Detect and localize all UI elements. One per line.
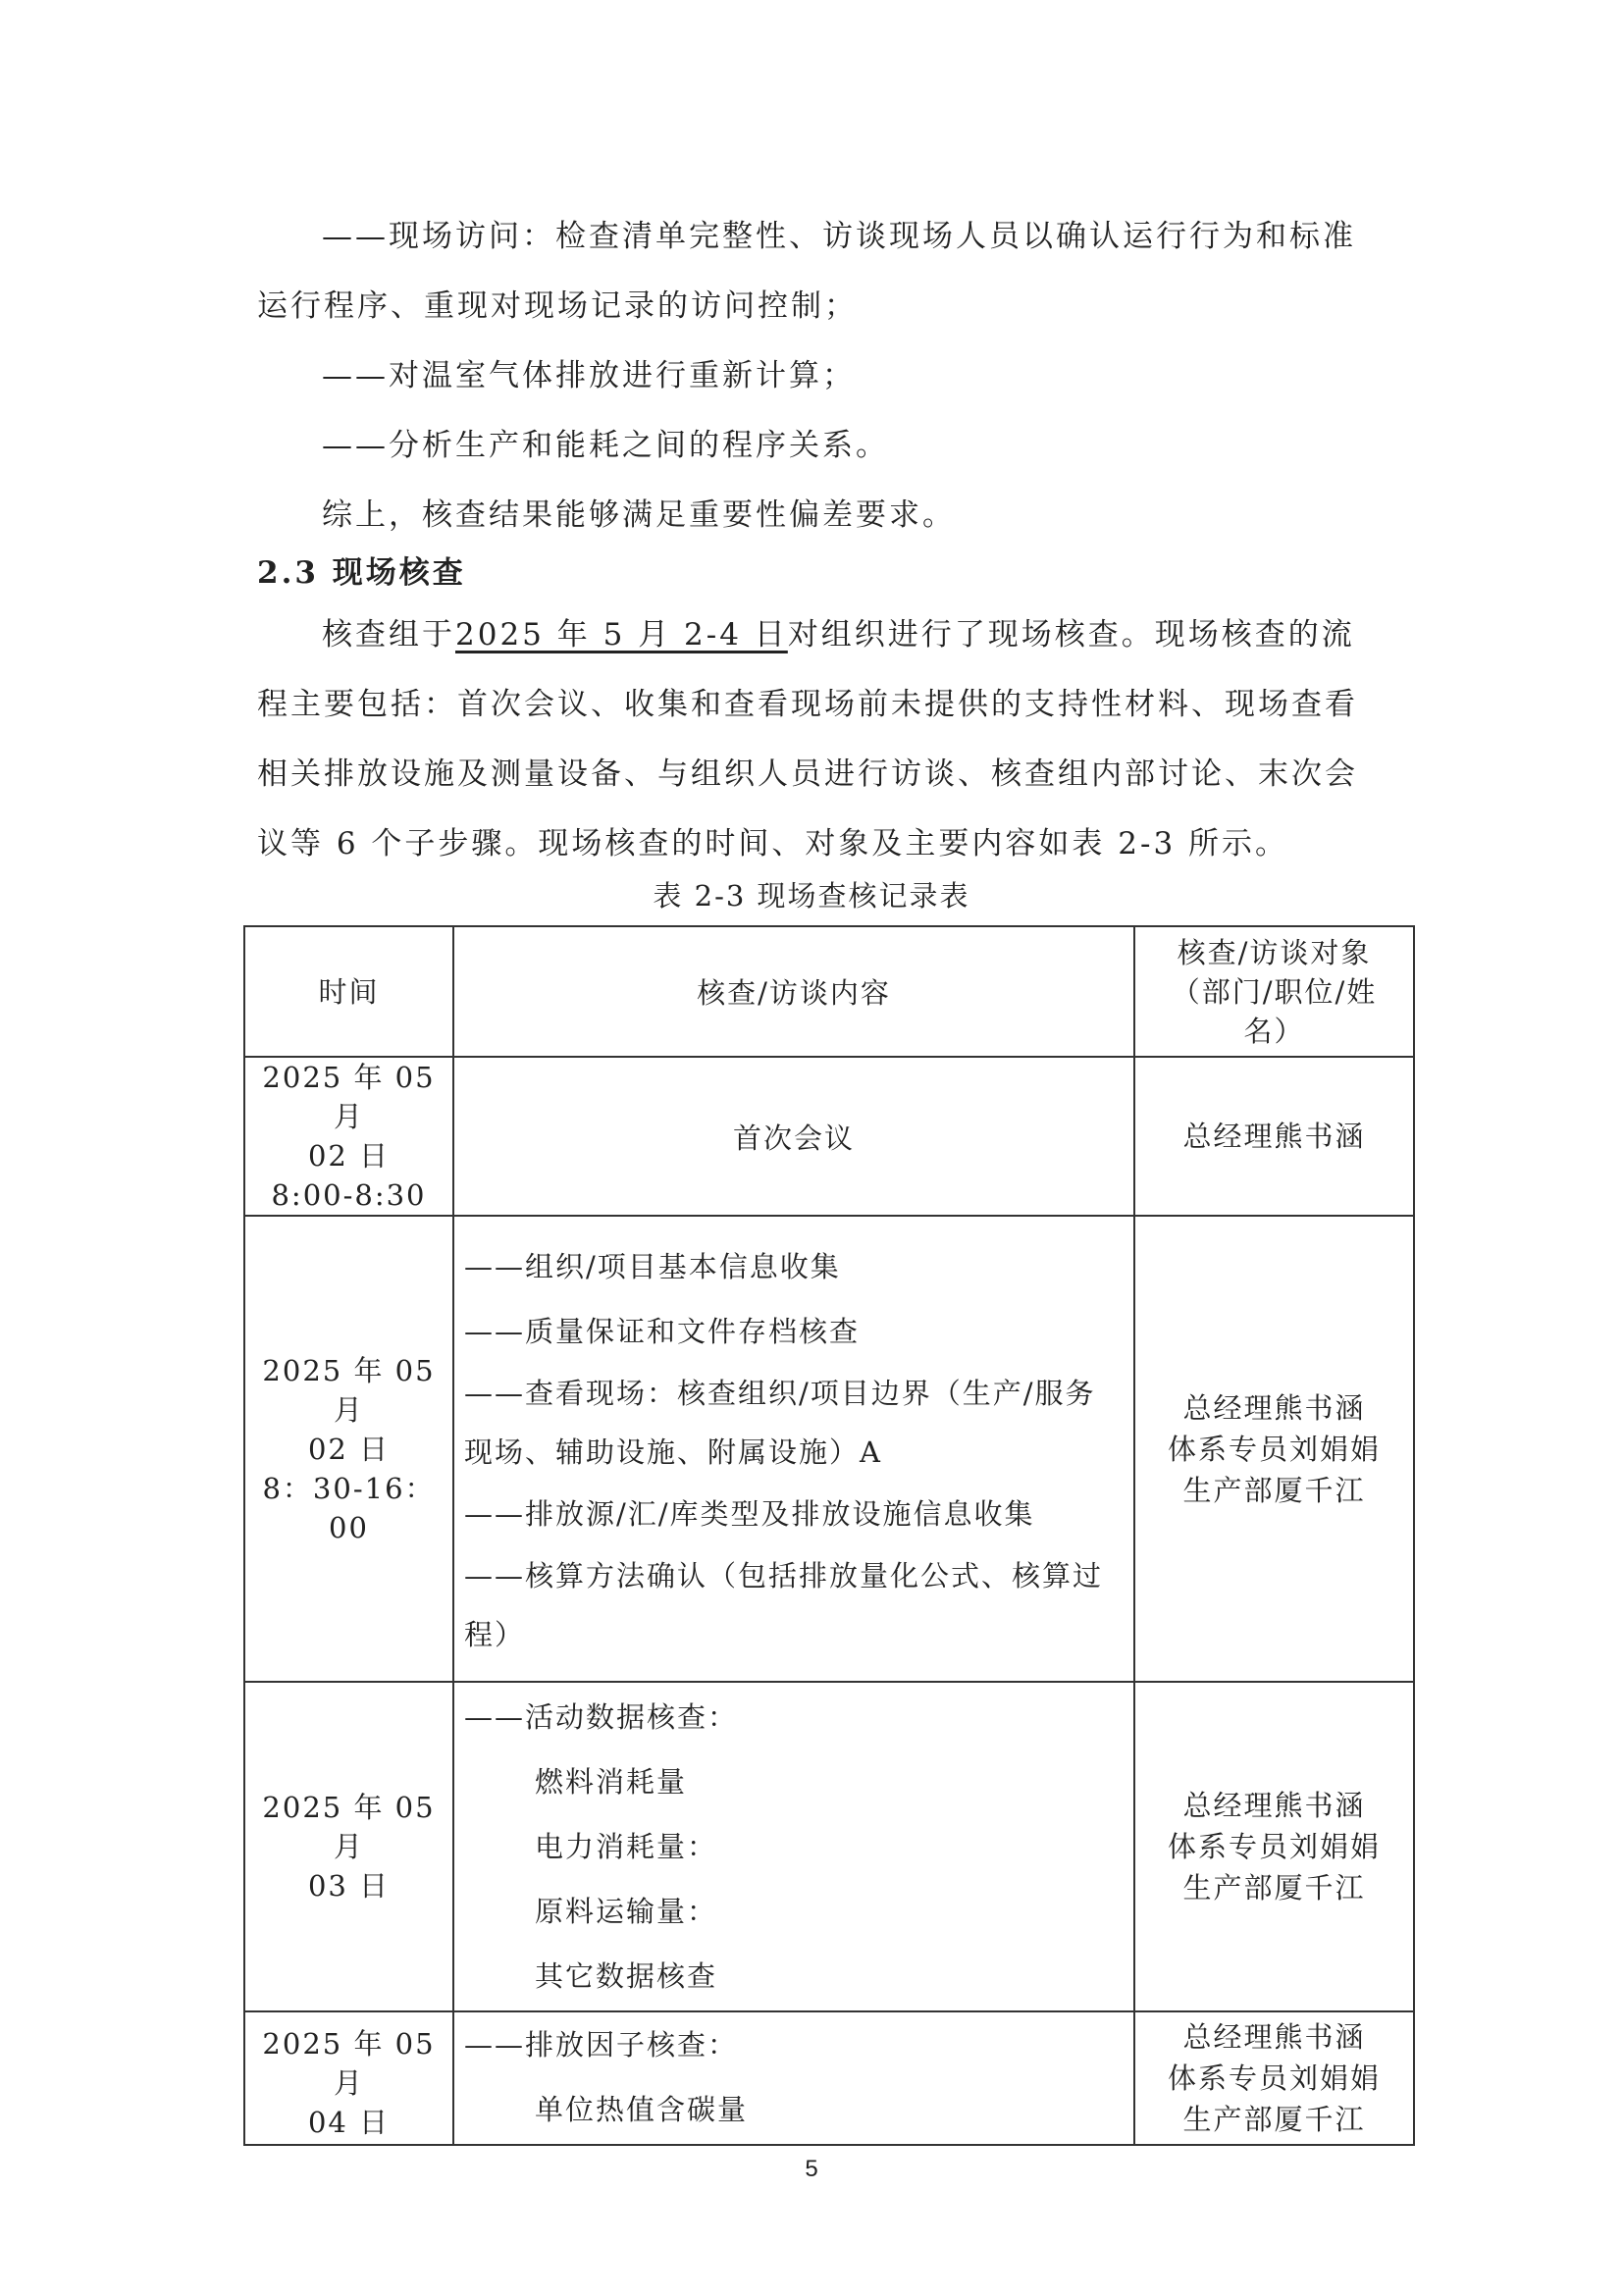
content-line: 首次会议 <box>732 1121 855 1155</box>
page-number: 5 <box>805 2156 818 2182</box>
content-line: 燃料消耗量 <box>535 1765 688 1799</box>
object-line: 生产部厦千江 <box>1182 1473 1366 1507</box>
row-content <box>453 1682 1134 2011</box>
paragraph-site-check <box>257 600 1386 879</box>
object-line: 总经理熊书涵 <box>1182 1390 1366 1425</box>
time-line: 02 日 <box>307 1432 391 1466</box>
object-line: 生产部厦千江 <box>1182 2103 1366 2136</box>
content-line: ——组织/项目基本信息收集 <box>464 1249 841 1283</box>
object-line: 生产部厦千江 <box>1182 1871 1366 1905</box>
row-object <box>1134 1057 1414 1216</box>
row-content <box>453 1057 1134 1216</box>
time-line: 2025 年 05 月 <box>262 1061 436 1133</box>
site-check-date: 2025 年 5 月 2-4 日 <box>455 617 788 652</box>
header-object-line: 核查/访谈对象 <box>1177 935 1372 969</box>
header-object <box>1134 926 1414 1057</box>
row-time <box>244 1216 453 1682</box>
site-check-record-table <box>243 925 1415 2146</box>
header-time: 时间 <box>244 926 453 1057</box>
table-caption: 表 2-3 现场查核记录表 <box>653 879 970 913</box>
row-content <box>453 1216 1134 1682</box>
table-row <box>244 1682 1414 2011</box>
time-line: 2025 年 05 月 <box>262 1791 436 1863</box>
content-line: ——核算方法确认（包括排放量化公式、核算过程） <box>464 1558 1104 1651</box>
time-line: 04 日 <box>307 2106 391 2139</box>
row-object <box>1134 1682 1414 2011</box>
content-line: ——查看现场：核查组织/项目边界（生产/服务现场、辅助设施、附属设施）A <box>464 1376 1096 1469</box>
content-line: ——排放因子核查： <box>464 2028 739 2061</box>
table-row <box>244 2011 1414 2145</box>
site-check-rest: 对组织进行了现场核查。现场核查的流程主要包括：首次会议、收集和查看现场前未提供的支持性材料、现场查看相关排放设施及测量设备、与组织人员进行访谈、核查组内部讨论、末次会议等 6 个子步骤。现场核查的时间、对象及主要内容如表 2-3 所示。 <box>257 617 1358 861</box>
time-line: 8：30-16：00 <box>262 1471 436 1544</box>
table-row <box>244 1216 1414 1682</box>
object-line: 总经理熊书涵 <box>1182 1789 1366 1822</box>
row-content <box>453 2011 1134 2145</box>
table-row <box>244 1057 1414 1216</box>
header-object-line: （部门/职位/姓 <box>1171 974 1378 1009</box>
section-heading: 2.3 现场核查 <box>257 555 466 591</box>
header-object-line: 名） <box>1243 1014 1305 1048</box>
site-check-prefix: 核查组于 <box>322 617 455 652</box>
paragraph-summary: 综上，核查结果能够满足重要性偏差要求。 <box>322 497 956 533</box>
row-time <box>244 1057 453 1216</box>
row-object <box>1134 1216 1414 1682</box>
object-line: 体系专员刘娟娟 <box>1167 1432 1381 1466</box>
content-line: ——活动数据核查： <box>464 1700 739 1734</box>
object-line: 总经理熊书涵 <box>1182 2020 1366 2054</box>
content-line: 其它数据核查 <box>535 1959 718 1993</box>
object-line: 体系专员刘娟娟 <box>1167 1830 1381 1863</box>
time-line: 2025 年 05 月 <box>262 2027 436 2100</box>
object-line: 总经理熊书涵 <box>1182 1120 1366 1153</box>
header-content: 核查/访谈内容 <box>453 926 1134 1057</box>
time-line: 2025 年 05 月 <box>262 1353 436 1427</box>
object-line: 体系专员刘娟娟 <box>1167 2061 1381 2095</box>
table-header-row <box>244 926 1414 1057</box>
content-line: 电力消耗量： <box>535 1830 718 1863</box>
time-line: 03 日 <box>307 1869 391 1903</box>
content-line: ——排放源/汇/库类型及排放设施信息收集 <box>464 1496 1035 1531</box>
paragraph-site-visit: ——现场访问：检查清单完整性、访谈现场人员以确认运行行为和标准运行程序、重现对现场记录的访问控制； <box>257 219 1356 324</box>
paragraph-analysis: ——分析生产和能耗之间的程序关系。 <box>322 428 889 463</box>
paragraph-recalculation: ——对温室气体排放进行重新计算； <box>322 358 856 393</box>
row-object <box>1134 2011 1414 2145</box>
content-line: 单位热值含碳量 <box>535 2093 749 2126</box>
time-line: 02 日 <box>307 1139 391 1173</box>
content-line: 原料运输量： <box>535 1895 718 1928</box>
time-line: 8:00-8:30 <box>271 1178 427 1212</box>
row-time <box>244 1682 453 2011</box>
row-time <box>244 2011 453 2145</box>
content-line: ——质量保证和文件存档核查 <box>464 1314 861 1348</box>
